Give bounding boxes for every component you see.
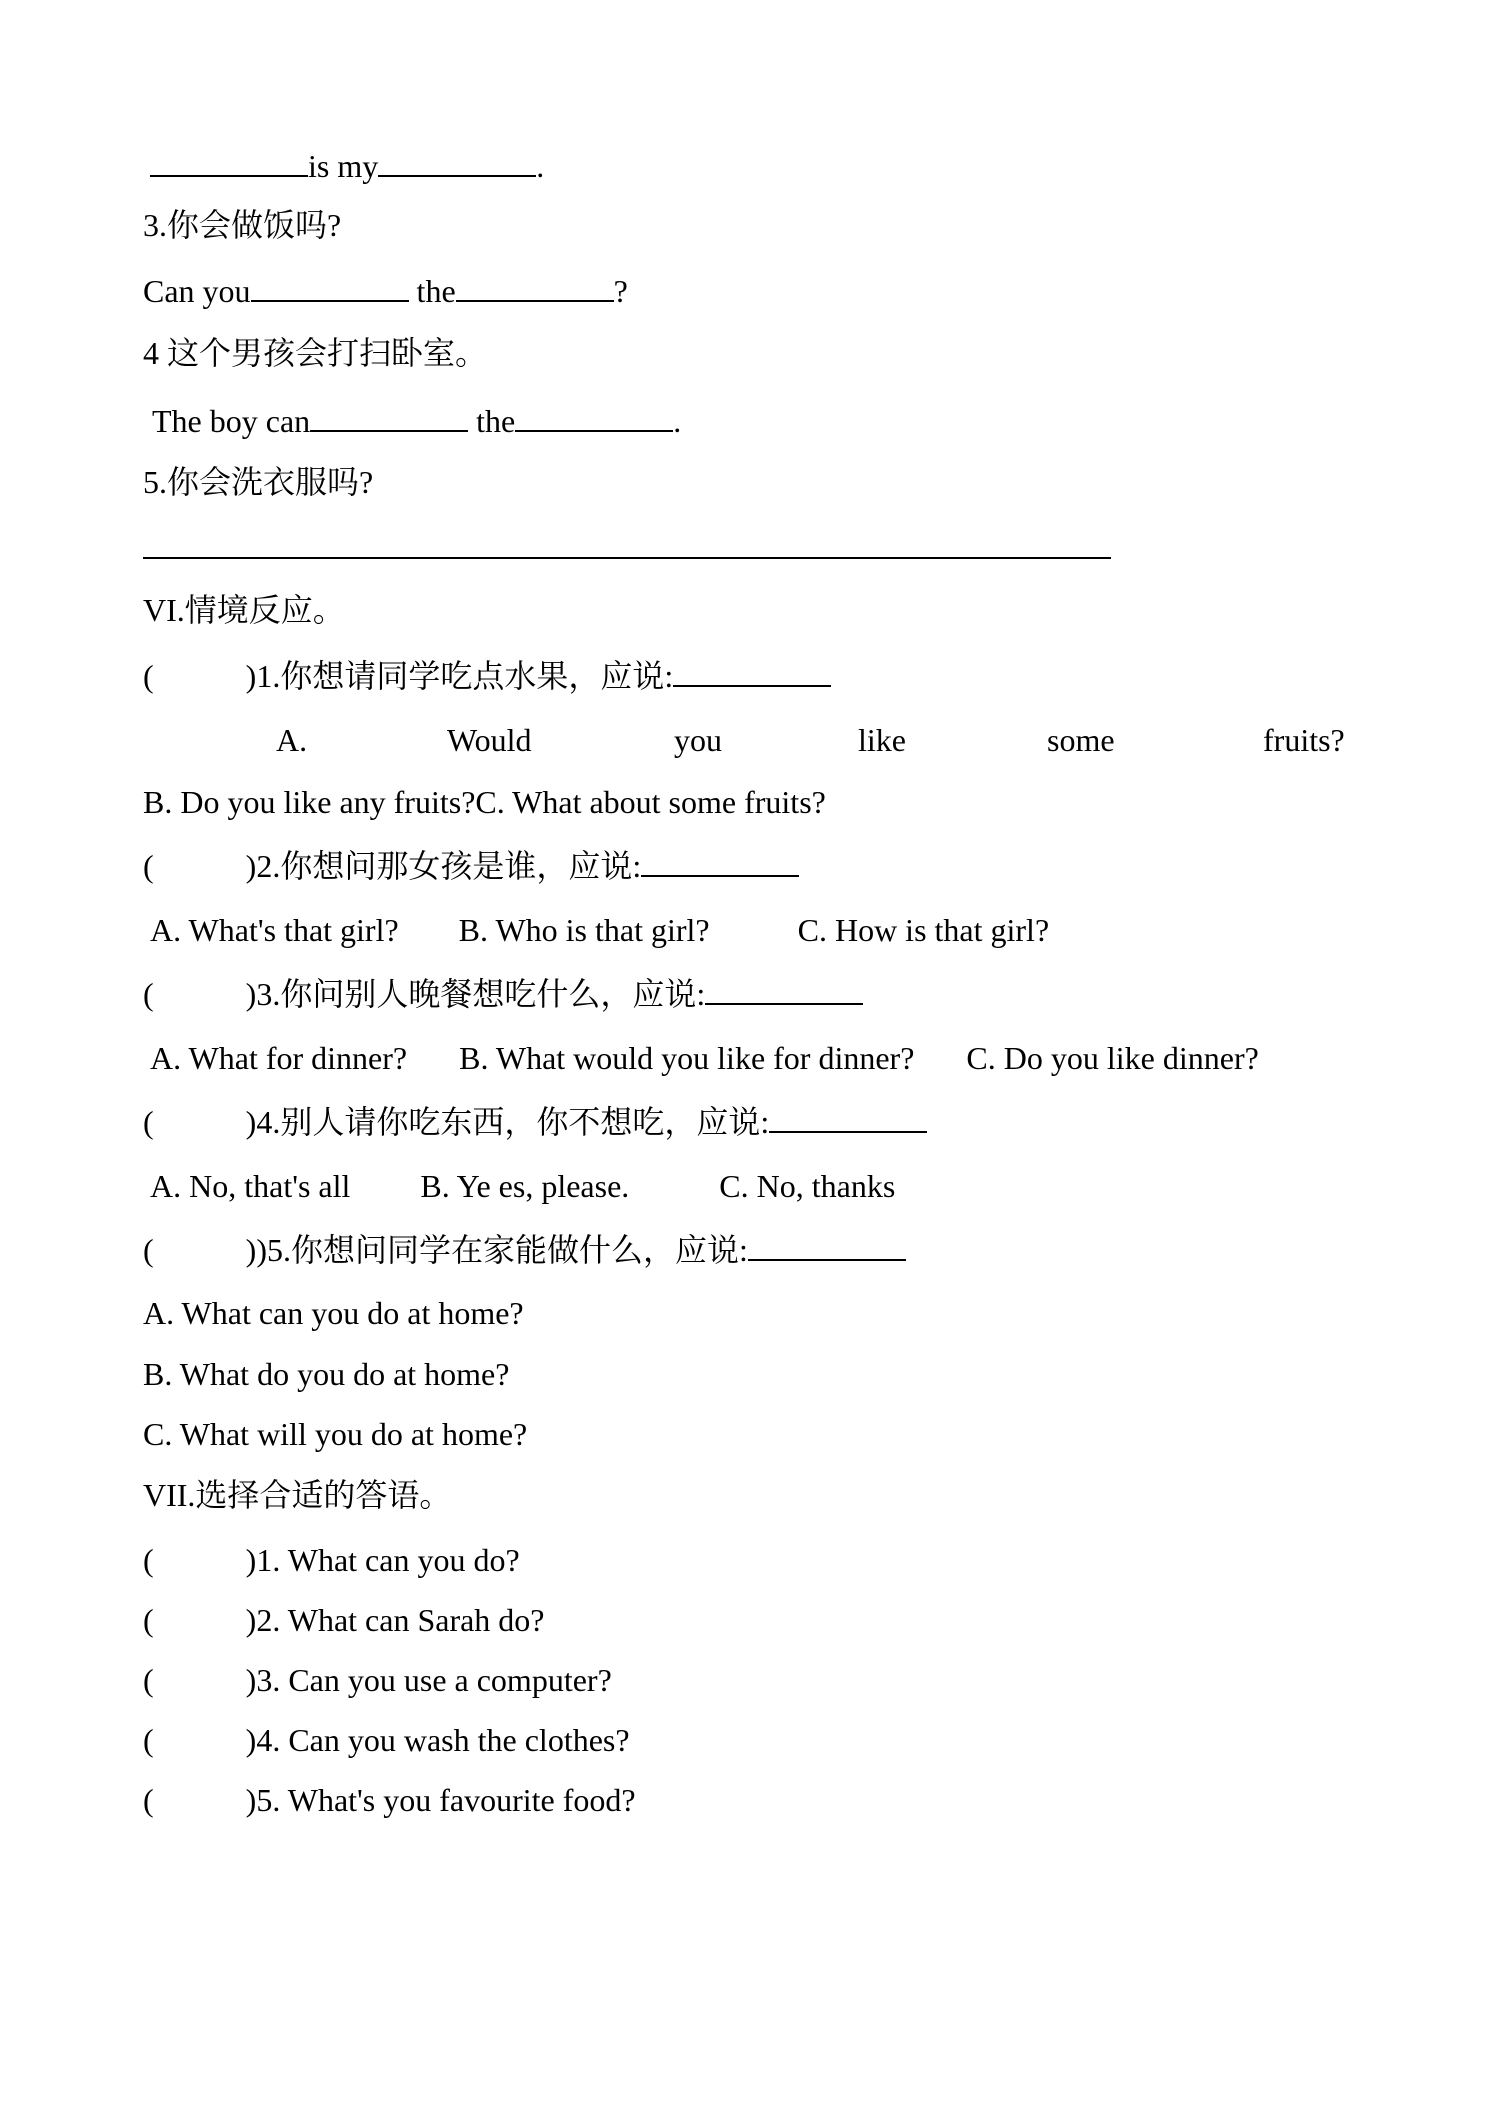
item4-answer-line: The boy can the .	[152, 400, 681, 441]
section6-title: VI.情境反应。	[143, 592, 345, 628]
answer-blank[interactable]	[705, 973, 863, 1005]
s6-q3: ( )3.你问别人晚餐想吃什么，应说:	[143, 973, 863, 1014]
s6-q2: ( )2.你想问那女孩是谁，应说:	[143, 845, 799, 886]
s7-item: ( )1. What can you do?	[143, 1542, 520, 1578]
answer-blank[interactable]	[748, 1229, 906, 1261]
answer-blank[interactable]	[310, 400, 468, 432]
answer-blank[interactable]	[143, 527, 1111, 559]
item5-prompt: 5.你会洗衣服吗?	[143, 464, 374, 500]
s6-q5-optionA: A. What can you do at home?	[143, 1295, 524, 1331]
item2-text: is my	[308, 148, 379, 184]
answer-blank[interactable]	[456, 270, 614, 302]
answer-blank[interactable]	[769, 1101, 927, 1133]
s7-item: ( )3. Can you use a computer?	[143, 1662, 612, 1698]
s6-q2-options: A. What's that girl? B. Who is that girl? C. How is that girl?	[150, 912, 1050, 948]
s6-q4-options: A. No, that's all B. Ye es, please. C. No, thanks	[150, 1168, 896, 1204]
s7-item: ( )4. Can you wash the clothes?	[143, 1722, 630, 1758]
s7-item: ( )2. What can Sarah do?	[143, 1602, 545, 1638]
item4-prompt: 4 这个男孩会打扫卧室。	[143, 335, 488, 371]
s6-q1: ( )1.你想请同学吃点水果，应说:	[143, 655, 831, 696]
answer-blank[interactable]	[378, 145, 536, 177]
item3-answer-line: Can you the ?	[143, 270, 628, 311]
s6-q5-optionB: B. What do you do at home?	[143, 1356, 510, 1392]
item5-answer-line	[143, 527, 1111, 568]
answer-blank[interactable]	[641, 845, 799, 877]
answer-blank[interactable]	[515, 400, 673, 432]
answer-blank[interactable]	[150, 145, 308, 177]
answer-blank[interactable]	[673, 655, 831, 687]
s6-q3-options: A. What for dinner? B. What would you like for dinner? C. Do you like dinner?	[150, 1040, 1259, 1076]
s6-q5-optionC: C. What will you do at home?	[143, 1416, 528, 1452]
s6-q5: ( ))5.你想问同学在家能做什么，应说:	[143, 1229, 906, 1270]
s7-item: ( )5. What's you favourite food?	[143, 1782, 636, 1818]
item2-answer-line: is my .	[150, 145, 544, 186]
s6-q4: ( )4.别人请你吃东西，你不想吃，应说:	[143, 1101, 927, 1142]
section7-title: VII.选择合适的答语。	[143, 1477, 452, 1513]
s6-q1-optionBC: B. Do you like any fruits?C. What about some fruits?	[143, 784, 826, 820]
item3-prompt: 3.你会做饭吗?	[143, 207, 342, 243]
answer-blank[interactable]	[251, 270, 409, 302]
